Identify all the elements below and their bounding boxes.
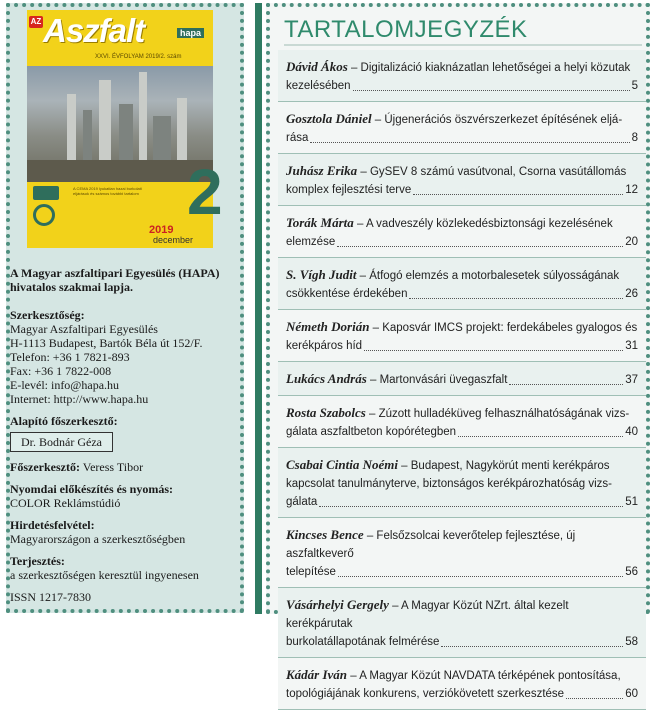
toc-author: Csabai Cintia Noémi — [286, 457, 398, 472]
toc-author: Juhász Erika — [286, 163, 358, 178]
toc-leader-dots — [353, 90, 630, 91]
toc-article-title: – Martonvásári üvegaszfalt — [366, 374, 508, 386]
toc-list — [278, 50, 646, 710]
subscription-value: a szerkesztőségen keresztül ingyenesen — [10, 568, 199, 582]
toc-page-number: 8 — [631, 132, 638, 144]
toc-article-title: – Átfogó elemzés a motorbalesetek súlyosságának — [356, 270, 620, 282]
toc-article-title: – Felsőzsolcai keverőtelep fejlesztése, új aszfaltkeverő — [286, 530, 576, 560]
toc-article-title: – Kaposvár IMCS projekt: ferdekábeles gyalogos és — [369, 322, 638, 334]
toc-leader-dots — [338, 576, 623, 577]
toc-article-title: gálata aszfaltbeton kopórétegben — [286, 426, 457, 438]
column-divider — [255, 3, 262, 614]
toc-leader-dots — [566, 698, 623, 699]
toc-article-title: – Budapest, Nagykörút menti kerékpáros — [397, 460, 610, 472]
chief-editor — [10, 460, 232, 474]
toc-entry[interactable] — [278, 50, 646, 102]
toc-author: Kincses Bence — [286, 527, 364, 542]
cover-logos — [33, 186, 67, 244]
toc-page-number: 20 — [625, 236, 638, 248]
toc-page-number: 58 — [625, 636, 638, 648]
ads-value: Magyarországon a szerkesztőségben — [10, 532, 186, 546]
toc-entry[interactable] — [278, 448, 646, 518]
editorial-email[interactable]: E-levél: info@hapa.hu — [10, 378, 120, 392]
toc-article-title: kapcsolat tanulmányterve, biztonságos kerékpározhatóság vizs- — [286, 478, 613, 490]
toc-author: Gosztola Dániel — [286, 111, 372, 126]
toc-article-title: elemzése — [286, 236, 336, 248]
toc-leader-dots — [364, 350, 623, 351]
editorial-label: Szerkesztőség: — [10, 308, 85, 322]
cover-year: 2019 — [149, 224, 174, 236]
toc-page-number: 40 — [625, 426, 638, 438]
chief-editor-label: Főszerkesztő: — [10, 460, 80, 474]
toc-article-title: telepítése — [286, 566, 336, 578]
toc-page-number: 31 — [625, 340, 638, 352]
cover-small-text: A CEMA 2019 lyukatlan hazai burkolati eljárások és számos további tartalom — [73, 186, 142, 196]
editorial-phone: Telefon: +36 1 7821-893 — [10, 350, 130, 364]
editorial-address: H-1113 Budapest, Bartók Béla út 152/F. — [10, 336, 203, 350]
subscription-label: Terjesztés: — [10, 554, 65, 568]
toc-leader-dots — [441, 646, 623, 647]
founder-label: Alapító főszerkesztő: — [10, 414, 118, 428]
toc-author: Torák Márta — [286, 215, 354, 230]
toc-entry[interactable] — [278, 588, 646, 658]
print-value: COLOR Reklámstúdió — [10, 496, 121, 510]
toc-article-title: – Újgenerációs öszvérszerkezet építésének eljá- — [371, 114, 623, 126]
toc-author: Dávid Ákos — [286, 59, 348, 74]
toc-article-title: topológiájának konkurens, verziókövetett szerkesztése — [286, 688, 565, 700]
toc-author: Rosta Szabolcs — [286, 405, 366, 420]
toc-page-number: 12 — [625, 184, 638, 196]
toc-leader-dots — [310, 142, 629, 143]
recycle-logo-icon — [33, 204, 55, 226]
toc-page-number: 51 — [625, 496, 638, 508]
toc-entry[interactable] — [278, 310, 646, 362]
toc-page-number: 60 — [625, 688, 638, 700]
cover-publisher: hapa — [177, 28, 204, 38]
toc-entry[interactable] — [278, 362, 646, 396]
toc-title-rule — [284, 44, 642, 46]
toc-author: Németh Dorián — [286, 319, 370, 334]
editorial-line: Magyar Aszfaltipari Egyesülés — [10, 322, 158, 336]
toc-leader-dots — [509, 384, 623, 385]
toc-article-title: – GySEV 8 számú vasútvonal, Csorna vasútállomás — [357, 166, 627, 178]
toc-author: Lukács András — [286, 371, 367, 386]
toc-entry[interactable] — [278, 102, 646, 154]
toc-author: Vásárhelyi Gergely — [286, 597, 389, 612]
toc-author: S. Vígh Judit — [286, 267, 357, 282]
toc-leader-dots — [409, 298, 623, 299]
magazine-cover-image[interactable] — [27, 10, 223, 248]
issn: ISSN 1217-7830 — [10, 590, 92, 604]
toc-leader-dots — [413, 194, 623, 195]
toc-article-title: kerékpáros híd — [286, 340, 363, 352]
cover-photo — [27, 66, 213, 182]
toc-article-title: – A Magyar Közút NZrt. által kezelt kerékpárutak — [286, 600, 569, 630]
toc-entry[interactable] — [278, 154, 646, 206]
toc-entry[interactable] — [278, 206, 646, 258]
hapa-logo-icon — [33, 186, 59, 200]
toc-leader-dots — [458, 436, 623, 437]
cover-badge: AZ — [30, 17, 42, 26]
chief-editor-name: Veress Tibor — [82, 460, 144, 474]
toc-article-title: – Digitalizáció kiaknázatlan lehetőségei a helyi közutak — [347, 62, 631, 74]
toc-page-number: 5 — [631, 80, 638, 92]
toc-leader-dots — [337, 246, 623, 247]
founder-name: Dr. Bodnár Géza — [10, 432, 113, 452]
toc-page-number: 26 — [625, 288, 638, 300]
toc-article-title: kezelésében — [286, 80, 351, 92]
cover-month: december — [153, 235, 194, 245]
editorial-website[interactable]: Internet: http://www.hapa.hu — [10, 392, 149, 406]
toc-article-title: – A Magyar Közút NAVDATA térképének pontosítása, — [347, 670, 621, 682]
toc-entry[interactable] — [278, 258, 646, 310]
toc-entry[interactable] — [278, 396, 646, 448]
editorial-fax: Fax: +36 1 7822-008 — [10, 364, 112, 378]
toc-article-title: csökkentése érdekében — [286, 288, 408, 300]
toc-article-title: – A vadveszély közlekedésbiztonsági kezelésének — [353, 218, 613, 230]
cover-title: Aszfalt — [43, 12, 145, 49]
toc-leader-dots — [319, 506, 623, 507]
toc-entry[interactable] — [278, 518, 646, 588]
masthead-intro: A Magyar aszfaltipari Egyesülés (HAPA) hivatalos szakmai lapja. — [10, 266, 220, 294]
toc-article-title: komplex fejlesztési terve — [286, 184, 412, 196]
toc-article-title: burkolatállapotának felmérése — [286, 636, 440, 648]
toc-title: TARTALOMJEGYZÉK — [284, 16, 528, 43]
cover-volume: XXVI. ÉVFOLYAM 2019/2. szám — [95, 54, 182, 60]
cover-issue-number: 2 — [187, 156, 223, 228]
toc-page-number: 56 — [625, 566, 638, 578]
toc-author: Kádár Iván — [286, 667, 348, 682]
toc-entry[interactable] — [278, 658, 646, 710]
print-label: Nyomdai előkészítés és nyomás: — [10, 482, 173, 496]
toc-article-title: – Zúzott hulladéküveg felhasználhatóságának vizs- — [365, 408, 630, 420]
toc-article-title: rása — [286, 132, 309, 144]
ads-label: Hirdetésfelvétel: — [10, 518, 95, 532]
toc-page-number: 37 — [625, 374, 638, 386]
toc-article-title: gálata — [286, 496, 318, 508]
